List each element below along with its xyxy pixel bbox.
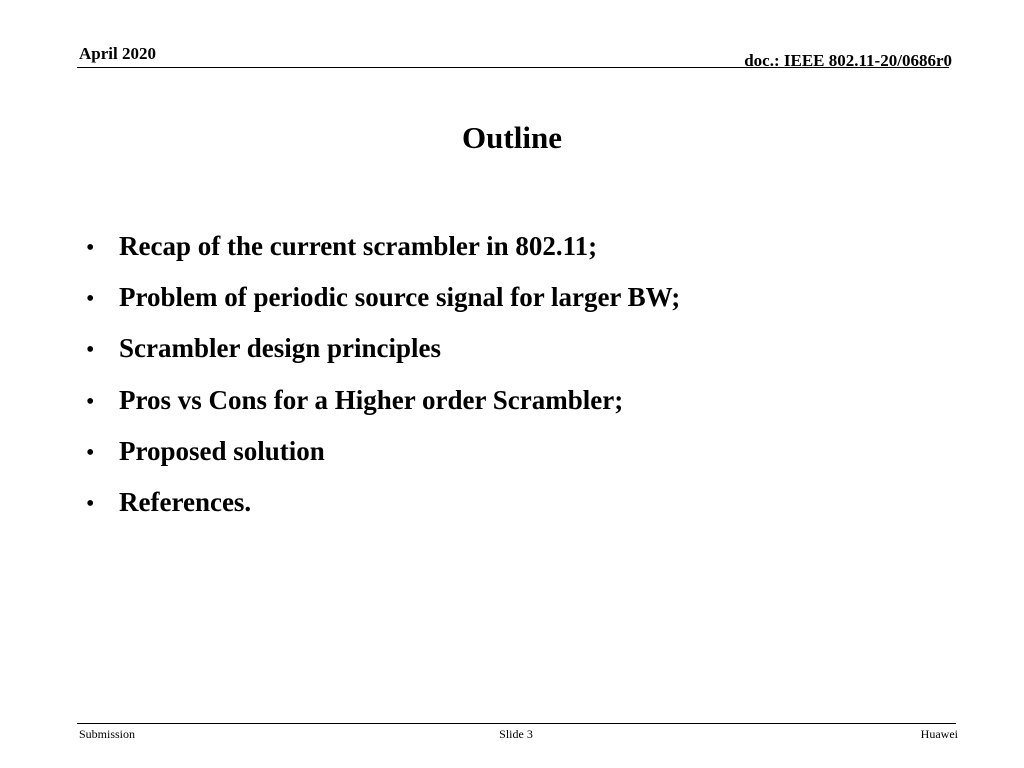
bullet-item (86, 380, 680, 431)
bullet-text: Problem of periodic source signal for larger BW; (119, 282, 681, 313)
bullet-item (86, 328, 680, 379)
footer-company: Huawei (920, 727, 958, 741)
bullet-list (86, 226, 680, 533)
bullet-item (86, 431, 680, 482)
header-doc-id: doc.: IEEE 802.11-20/0686r0 (744, 51, 952, 70)
bullet-text: Proposed solution (119, 435, 325, 466)
bullet-marker: • (86, 286, 95, 313)
bullet-marker: • (86, 490, 95, 517)
bullet-text: Scrambler design principles (119, 333, 442, 364)
bullet-text: References. (119, 486, 252, 517)
bullet-marker: • (86, 235, 95, 261)
bullet-item (86, 226, 680, 277)
footer-slide-number: Slide 3 (499, 727, 533, 741)
bullet-marker: • (86, 388, 95, 415)
bullet-item (86, 482, 680, 533)
header-divider (77, 67, 949, 68)
footer-submission: Submission (79, 727, 136, 741)
bullet-item (86, 277, 680, 328)
bullet-marker: • (86, 439, 95, 466)
slide-title: Outline (462, 120, 562, 155)
header-date: April 2020 (79, 44, 156, 63)
bullet-text: Recap of the current scrambler in 802.11; (119, 231, 598, 261)
bullet-text: Pros vs Cons for a Higher order Scrambler; (119, 384, 624, 415)
footer-divider (77, 723, 956, 724)
bullet-marker: • (86, 337, 95, 364)
